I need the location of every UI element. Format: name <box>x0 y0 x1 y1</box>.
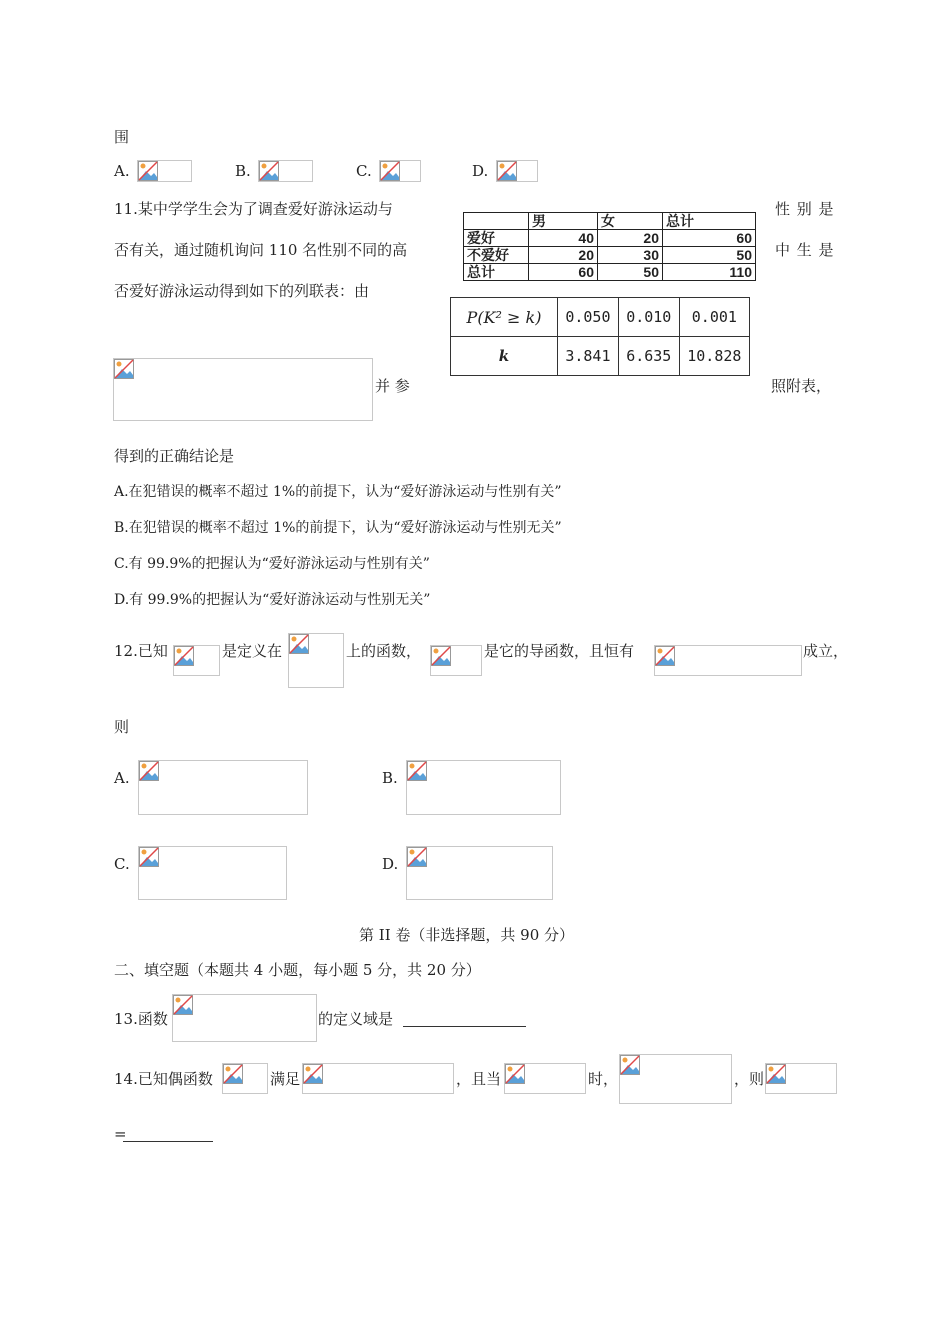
q12-option-b-label: B. <box>382 769 398 787</box>
q14-equals: = <box>114 1125 127 1143</box>
contingency-row-label: 不爱好 <box>464 247 529 264</box>
contingency-cell: 60 <box>529 264 598 281</box>
q11-choice-d: D.有 99.9%的把握认为“爱好游泳运动与性别无关” <box>114 592 431 608</box>
critical-value-label: k <box>451 337 558 376</box>
q12-inequality-image <box>654 645 802 676</box>
critical-value-table <box>450 297 750 376</box>
q14-part4: 时， <box>588 1070 619 1088</box>
q11-choice-b: B.在犯错误的概率不超过 1%的前提下，认为“爱好游泳运动与性别无关” <box>114 520 562 536</box>
q11-choice-c: C.有 99.9%的把握认为“爱好游泳运动与性别有关” <box>114 556 430 572</box>
contingency-table <box>463 212 756 281</box>
contingency-header-row <box>464 213 756 230</box>
q12-option-d-image <box>406 846 553 900</box>
broken-image-icon <box>407 761 427 781</box>
q12-derivative-image <box>430 645 482 676</box>
q12-option-a-image <box>138 760 308 815</box>
q14-part1: 14.已知偶函数 <box>114 1070 213 1088</box>
contingency-row <box>464 264 756 281</box>
q13-answer-blank <box>403 1010 526 1027</box>
broken-image-icon <box>766 1064 786 1084</box>
broken-image-icon <box>174 646 194 666</box>
q12-part2: 是定义在 <box>222 642 283 660</box>
q12-option-c-image <box>138 846 287 900</box>
q11-line4-mid: 并 参 <box>375 377 410 395</box>
q14-value-image <box>765 1063 837 1094</box>
critical-value-row <box>451 337 750 376</box>
q11-line2-left: 否有关，通过随机询问 110 名性别不同的高 <box>114 241 408 259</box>
critical-value-cell: 0.010 <box>618 298 679 337</box>
section-2-subheading: 二、填空题（本题共 4 小题，每小题 5 分，共 20 分） <box>114 961 481 979</box>
contingency-header-cell: 男 <box>529 213 598 230</box>
contingency-row <box>464 230 756 247</box>
contingency-cell: 50 <box>663 247 756 264</box>
q10-option-d-image <box>496 160 538 182</box>
contingency-row-label: 总计 <box>464 264 529 281</box>
q13-function-image <box>172 994 317 1042</box>
q11-line5: 得到的正确结论是 <box>114 447 235 465</box>
contingency-cell: 20 <box>529 247 598 264</box>
q11-line1-right: 性 别 是 <box>775 200 835 218</box>
critical-value-row <box>451 298 750 337</box>
broken-image-icon <box>620 1055 640 1075</box>
q10-option-b-image <box>258 160 313 182</box>
q12-part1: 12.已知 <box>114 642 168 660</box>
contingency-header-cell: 总计 <box>663 213 756 230</box>
q14-function-image <box>222 1063 268 1094</box>
q13-part1: 13.函数 <box>114 1010 168 1028</box>
broken-image-icon <box>505 1064 525 1084</box>
critical-value-cell: 10.828 <box>679 337 749 376</box>
q12-then: 则 <box>114 718 130 736</box>
broken-image-icon <box>431 646 451 666</box>
q10-option-c-label: C. <box>356 162 372 180</box>
q13-part2: 的定义域是 <box>318 1010 394 1028</box>
q10-option-a-label: A. <box>114 162 130 180</box>
broken-image-icon <box>655 646 675 666</box>
broken-image-icon <box>497 161 517 181</box>
q10-option-b-label: B. <box>235 162 251 180</box>
contingency-header-cell <box>464 213 529 230</box>
broken-image-icon <box>139 761 159 781</box>
critical-value-cell: 0.050 <box>558 298 619 337</box>
critical-value-cell: 0.001 <box>679 298 749 337</box>
q10-option-c-image <box>379 160 421 182</box>
contingency-cell: 30 <box>598 247 663 264</box>
broken-image-icon <box>138 161 158 181</box>
contingency-cell: 50 <box>598 264 663 281</box>
q14-part2: 满足 <box>270 1070 301 1088</box>
q12-option-c-label: C. <box>114 855 130 873</box>
broken-image-icon <box>289 634 309 654</box>
q12-part5: 成立， <box>803 642 849 660</box>
critical-value-cell: 3.841 <box>558 337 619 376</box>
q10-option-d-label: D. <box>472 162 489 180</box>
critical-value-label: P(K² ≥ k) <box>451 298 558 337</box>
q12-option-b-image <box>406 760 561 815</box>
q11-line3-left: 否爱好游泳运动得到如下的列联表：由 <box>114 282 370 300</box>
q11-formula-image <box>113 358 373 421</box>
broken-image-icon <box>380 161 400 181</box>
q12-option-d-label: D. <box>382 855 399 873</box>
q14-interval-image <box>504 1063 586 1094</box>
q14-expression-image <box>619 1054 732 1104</box>
q12-option-a-label: A. <box>114 769 130 787</box>
contingency-cell: 60 <box>663 230 756 247</box>
broken-image-icon <box>407 847 427 867</box>
contingency-cell: 20 <box>598 230 663 247</box>
broken-image-icon <box>139 847 159 867</box>
q14-condition-image <box>302 1063 454 1094</box>
q10-option-a-image <box>137 160 192 182</box>
q11-line4-right: 照附表， <box>771 377 832 395</box>
broken-image-icon <box>223 1064 243 1084</box>
broken-image-icon <box>114 359 134 379</box>
q12-part3: 上的函数， <box>346 642 422 660</box>
contingency-header-cell: 女 <box>598 213 663 230</box>
contingency-row-label: 爱好 <box>464 230 529 247</box>
q11-line2-right: 中 生 是 <box>775 241 835 259</box>
broken-image-icon <box>303 1064 323 1084</box>
broken-image-icon <box>259 161 279 181</box>
q11-line1-left: 11.某中学学生会为了调查爱好游泳运动与 <box>114 200 393 218</box>
q14-part3: ，且当 <box>456 1070 502 1088</box>
q12-function-image <box>173 645 220 676</box>
contingency-cell: 110 <box>663 264 756 281</box>
contingency-row <box>464 247 756 264</box>
broken-image-icon <box>173 995 193 1015</box>
contingency-cell: 40 <box>529 230 598 247</box>
q12-domain-image <box>288 633 344 688</box>
q14-answer-blank <box>123 1125 213 1142</box>
critical-value-cell: 6.635 <box>618 337 679 376</box>
q14-part5: ，则 <box>734 1070 765 1088</box>
q12-part4: 是它的导函数，且恒有 <box>484 642 635 660</box>
q10-tail-text: 围 <box>114 128 130 146</box>
section-2-heading: 第 II 卷（非选择题，共 90 分） <box>359 926 575 944</box>
q11-choice-a: A.在犯错误的概率不超过 1%的前提下，认为“爱好游泳运动与性别有关” <box>114 484 562 500</box>
